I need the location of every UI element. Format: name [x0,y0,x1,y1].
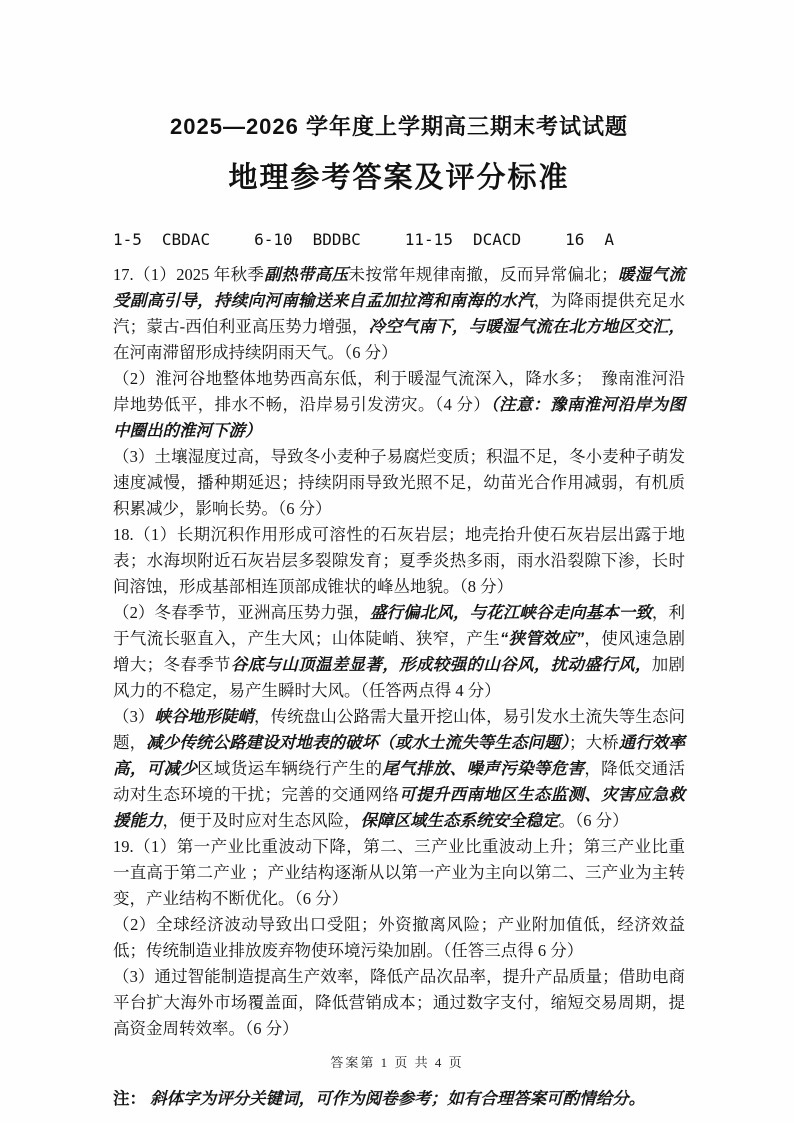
answer-key-item [565,230,614,249]
text-run: 17.（1）2025 年秋季 [113,265,265,284]
answer-18-part2 [113,600,685,704]
text-run: ，为降雨提供充足水汽；蒙古-西伯利亚高压势力增强， [113,291,686,336]
key-phrase: 尾气排放、噪声污染等危害 [382,760,585,778]
grading-note [113,1086,685,1112]
answer-body [113,262,685,1042]
page-footer: 答案第 1 页 共 4 页 [330,1055,464,1070]
page-subtitle: 地理参考答案及评分标准 [228,162,570,194]
answer-18-part3 [113,704,685,834]
text-run: （3）土壤湿度过高，导致冬小麦种子易腐烂变质；积温不足，冬小麦种子萌发速度减慢，播种期延迟；持续阴雨导致光照不足，幼苗光合作用减弱，有机质积累减少，影响长势。（6 分） [113,447,685,518]
key-phrase: 峡谷地形陡峭 [154,708,254,726]
key-phrase: 通行效率高，可减少 [113,734,686,778]
question-range: 6-10 [254,230,293,249]
key-phrase: 谷底与山顶温差显著，形成较强的山谷风，扰动盛行风， [230,656,652,674]
text-run: （2）冬春季节，亚洲高压势力强， [113,603,371,622]
answer-letters: BDDBC [312,230,361,249]
text-run: 加剧风力的不稳定，易产生瞬时大风。（任答两点得 4 分） [113,655,686,700]
text-run: 区域货运车辆绕行产生的 [197,759,383,778]
answer-key-item [113,230,210,249]
page-content [113,110,685,1112]
text-run: 18.（1）长期沉积作用形成可溶性的石灰岩层；地壳抬升使石灰岩层出露于地表；水海坝附近石灰岩层多裂隙发育；夏季炎热多雨，雨水沿裂隙下渗，长时间溶蚀，形成基部相连顶部成锥状的峰丛地貌。（8 分） [113,525,685,596]
key-phrase: 保障区域生态系统安全稳定 [360,812,559,830]
answer-key-item [254,230,361,249]
note-text: 斜体字为评分关键词，可作为阅卷参考；如有合理答案可酌情给分。 [150,1090,646,1108]
key-phrase: （注意：豫南淮河沿岸为图中圈出的淮河下游） [113,396,686,440]
multiple-choice-answer-key [113,230,685,249]
text-run: ，传统盘山公路需大量开挖山体，易引发水土流失等生态问题， [113,707,686,752]
page-title: 2025—2026 学年度上学期高三期末考试试题 [170,114,628,139]
key-phrase: “狭管效应” [499,630,585,648]
text-run: 未按常年规律南撤，反而异常偏北； [348,265,618,284]
text-run: 19.（1）第一产业比重波动下降，第二、三产业比重波动上升；第三产业比重一直高于第二产业 ；产业结构逐渐从以第一产业为主向以第二、三产业为主转变，产业结构不断优化。（6 分） [113,837,685,908]
key-phrase: 暖湿气流受副高引导，持续向河南输送来自孟加拉湾和南海的水汽 [113,266,685,310]
text-run: （2）全球经济波动导致出口受阻；外资撤离风险；产业附加值低，经济效益低；传统制造业排放废弃物使环境污染加剧。（任答三点得 6 分） [113,915,685,960]
key-phrase: 冷空气南下，与暖湿气流在北方地区交汇， [368,318,686,336]
answer-letters: DCACD [472,230,522,249]
key-phrase: 副热带高压 [264,266,349,284]
answer-letters: CBDAC [161,230,211,249]
text-run: ，使风速急剧增大；冬春季节 [113,629,686,674]
key-phrase: 盛行偏北风，与花江峡谷走向基本一致 [370,604,652,622]
answer-19-part3 [113,964,685,1042]
text-run: ，利于气流长驱直入，产生大风；山体陡峭、狭窄，产生 [113,603,686,648]
answer-letters: A [604,230,615,249]
answer-19-part2 [113,912,685,964]
text-run: （2）淮河谷地整体地势西高东低，利于暖湿气流深入，降水多； 豫南淮河沿岸地势低平，排水不畅，沿岸易引发涝灾。（4 分） [113,369,685,414]
text-run: ，便于及时应对生态风险， [162,811,361,830]
answer-key-item [405,230,521,249]
text-run: （3） [113,707,155,726]
answer-18-part1 [113,522,685,600]
text-run: ，降低交通活动对生态环境的干扰；完善的交通网络 [113,759,686,804]
answer-19-part1 [113,834,685,912]
answer-17-part3 [113,444,685,522]
text-run: 。（6 分） [558,811,629,830]
key-phrase: 减少传统公路建设对地表的破坏（或水土流失等生态问题） [146,734,570,752]
answer-17-part2 [113,366,685,444]
question-range: 16 [565,230,585,249]
answer-17-part1 [113,262,685,366]
text-run: 在河南滞留形成持续阴雨天气。（6 分） [113,343,398,362]
key-phrase: 可提升西南地区生态监测、灾害应急救援能力 [113,786,686,830]
text-run: ；大桥 [569,733,619,752]
question-range: 1-5 [113,230,142,249]
note-label: 注： [113,1090,146,1108]
question-range: 11-15 [404,230,453,249]
text-run: （3）通过智能制造提高生产效率，降低产品次品率，提升产品质量；借助电商平台扩大海外市场覆盖面，降低营销成本；通过数字支付，缩短交易周期，提高资金周转效率。（6 分） [113,967,685,1038]
